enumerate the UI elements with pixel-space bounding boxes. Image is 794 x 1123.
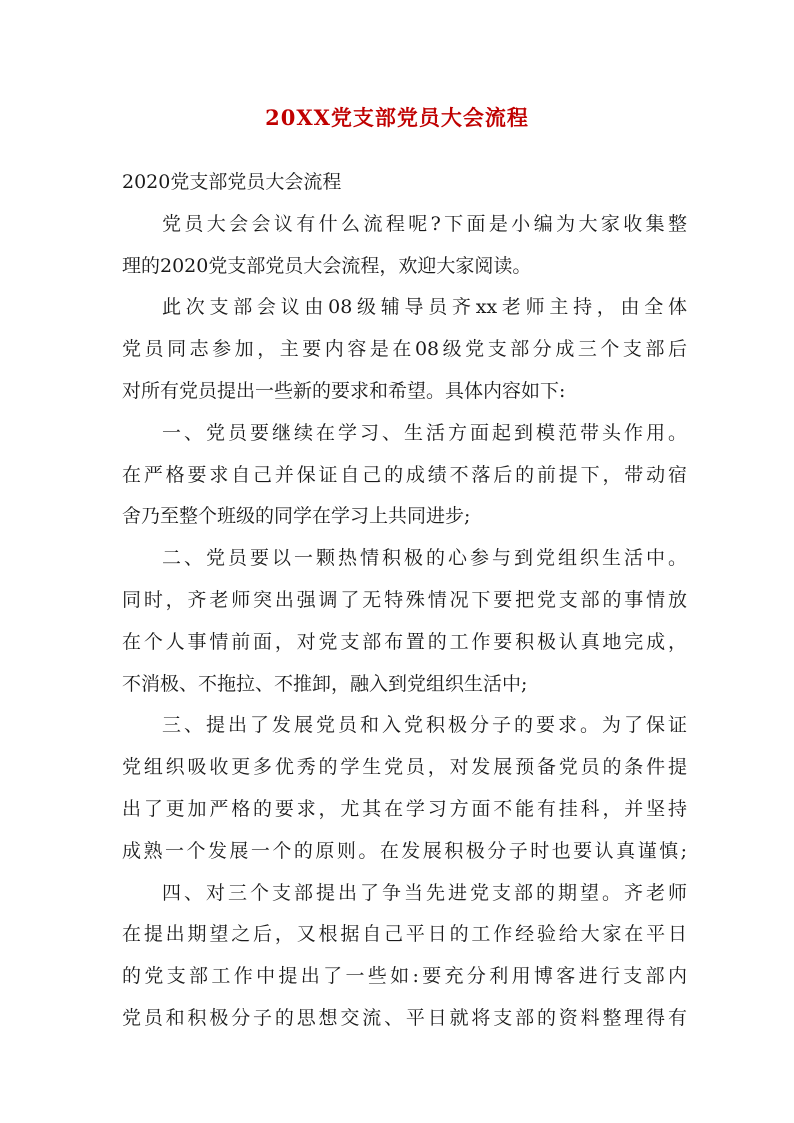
body-line: 二、党员要以一颗热情积极的心参与到党组织生活中。 bbox=[162, 547, 687, 570]
body-line: 成熟一个发展一个的原则。在发展积极分子时也要认真谨慎; bbox=[122, 839, 687, 862]
body-line: 在提出期望之后，又根据自己平日的工作经验给大家在平日 bbox=[122, 923, 687, 946]
document-title: 20XX党支部党员大会流程 bbox=[265, 105, 529, 130]
body-line: 党员和积极分子的思想交流、平日就将支部的资料整理得有 bbox=[122, 1006, 687, 1029]
body-line: 一、党员要继续在学习、生活方面起到模范带头作用。 bbox=[162, 421, 687, 444]
body-line-subtitle: 2020党支部党员大会流程 bbox=[122, 171, 342, 193]
body-line: 党组织吸收更多优秀的学生党员，对发展预备党员的条件提 bbox=[122, 756, 687, 779]
body-line: 舍乃至整个班级的同学在学习上共同进步; bbox=[122, 505, 471, 528]
body-line: 不消极、不拖拉、不推卸，融入到党组织生活中; bbox=[122, 672, 528, 695]
body-line: 理的2020党支部党员大会流程，欢迎大家阅读。 bbox=[122, 254, 532, 277]
body-line: 党员大会会议有什么流程呢?下面是小编为大家收集整 bbox=[162, 212, 687, 235]
document-body bbox=[122, 162, 687, 1040]
body-line: 在个人事情前面，对党支部布置的工作要积极认真地完成， bbox=[122, 630, 687, 653]
body-line: 对所有党员提出一些新的要求和希望。具体内容如下: bbox=[122, 379, 566, 402]
body-line: 出了更加严格的要求，尤其在学习方面不能有挂科，并坚持 bbox=[122, 797, 687, 820]
body-line: 三、提出了发展党员和入党积极分子的要求。为了保证 bbox=[162, 714, 687, 737]
body-line: 此次支部会议由08级辅导员齐xx老师主持，由全体 bbox=[162, 296, 687, 319]
body-line: 在严格要求自己并保证自己的成绩不落后的前提下，带动宿 bbox=[122, 463, 687, 486]
body-line: 同时，齐老师突出强调了无特殊情况下要把党支部的事情放 bbox=[122, 588, 687, 611]
body-line: 的党支部工作中提出了一些如:要充分利用博客进行支部内 bbox=[122, 965, 687, 988]
body-line: 党员同志参加，主要内容是在08级党支部分成三个支部后 bbox=[122, 338, 687, 361]
body-line: 四、对三个支部提出了争当先进党支部的期望。齐老师 bbox=[162, 881, 687, 904]
